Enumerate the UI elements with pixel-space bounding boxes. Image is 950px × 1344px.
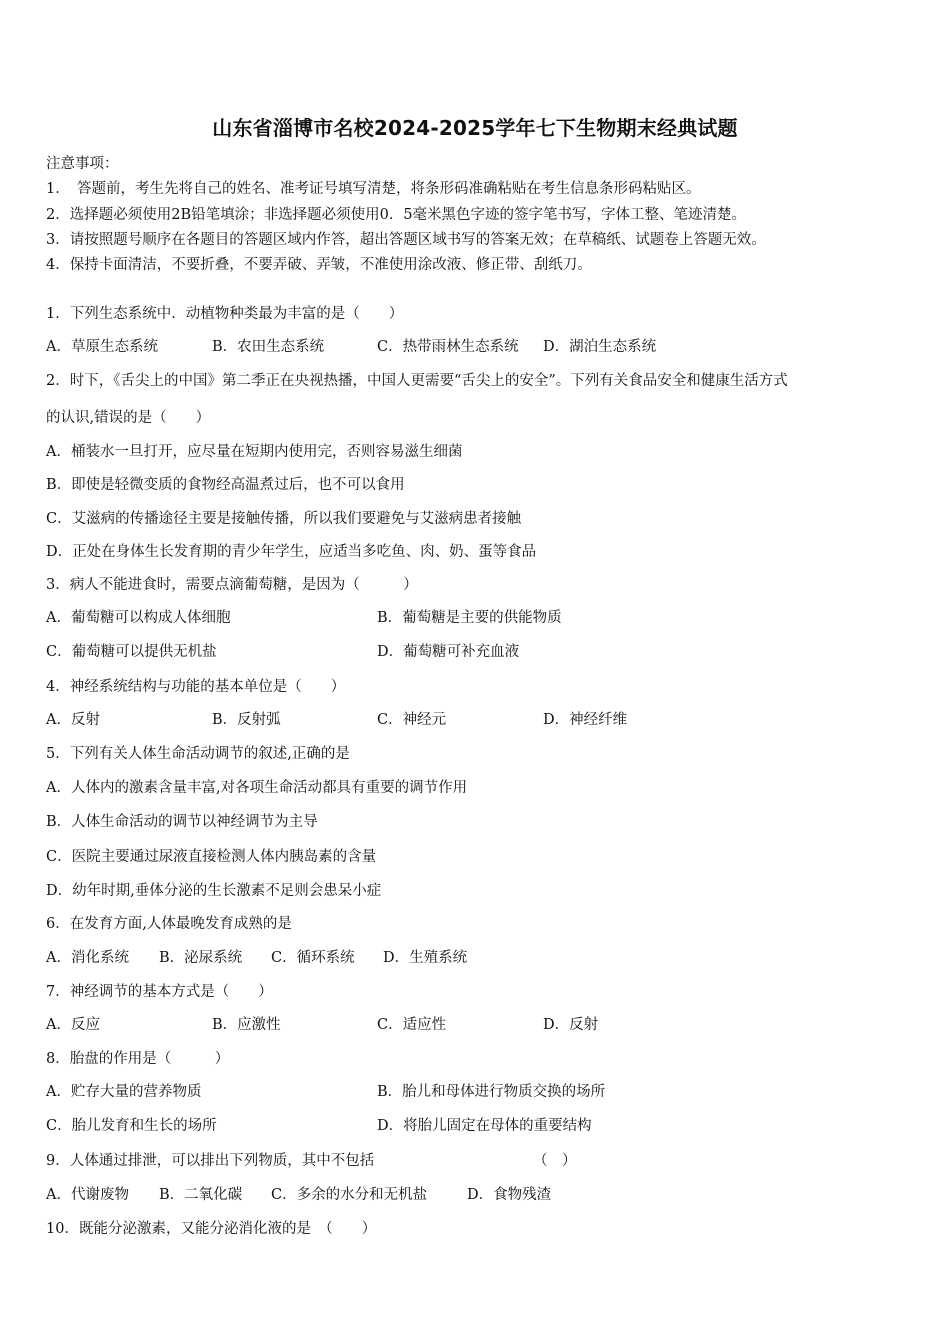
option-d: D．葡萄糖可补充血液 <box>377 644 520 660</box>
option-a: A．代谢废物 <box>46 1187 129 1203</box>
notice-item: 1． 答题前，考生先将自己的姓名、准考证号填写清楚，将条形码准确粘贴在考生信息条形码粘贴区。 <box>46 181 701 197</box>
notice-item: 3．请按照题号顺序在各题目的答题区域内作答，超出答题区域书写的答案无效；在草稿纸、试题卷上答题无效。 <box>46 232 766 248</box>
answer-parentheses: （ ） <box>533 1153 577 1169</box>
option-a: A．葡萄糖可以构成人体细胞 <box>46 610 231 626</box>
option-d: D．神经纤维 <box>543 712 628 728</box>
option-c: C．适应性 <box>377 1017 447 1033</box>
question-stem: 8．胎盘的作用是（ ） <box>46 1051 230 1067</box>
option-d: D．反射 <box>543 1017 599 1033</box>
question-stem: 5．下列有关人体生命活动调节的叙述,正确的是 <box>46 746 350 762</box>
notice-item: 4．保持卡面清洁，不要折叠，不要弄破、弄皱，不准使用涂改液、修正带、刮纸刀。 <box>46 257 592 273</box>
option-b: B．农田生态系统 <box>212 339 325 355</box>
option-b: B．泌尿系统 <box>159 950 243 966</box>
option-a: A．消化系统 <box>46 950 129 966</box>
option-d: D．正处在身体生长发育期的青少年学生，应适当多吃鱼、肉、奶、蛋等食品 <box>46 544 537 560</box>
option-d: D．食物残渣 <box>467 1187 552 1203</box>
option-a: A．人体内的激素含量丰富,对各项生命活动都具有重要的调节作用 <box>46 780 468 796</box>
option-c: C．神经元 <box>377 712 447 728</box>
option-a: A．反应 <box>46 1017 100 1033</box>
option-b: B．应激性 <box>212 1017 281 1033</box>
notice-item: 2．选择题必须使用2B铅笔填涂；非选择题必须使用0．5毫米黑色字迹的签字笔书写，字体工整、笔迹清楚。 <box>46 207 747 223</box>
option-b: B．人体生命活动的调节以神经调节为主导 <box>46 814 318 830</box>
question-stem: 3．病人不能进食时，需要点滴葡萄糖，是因为（ ） <box>46 577 418 593</box>
question-stem: 10．既能分泌激素，又能分泌消化液的是 （ ） <box>46 1221 377 1237</box>
option-d: D．将胎儿固定在母体的重要结构 <box>377 1118 592 1134</box>
option-b: B．胎儿和母体进行物质交换的场所 <box>377 1084 606 1100</box>
option-b: B．反射弧 <box>212 712 281 728</box>
notice-heading: 注意事项： <box>46 156 119 172</box>
option-d: D．幼年时期,垂体分泌的生长激素不足则会患呆小症 <box>46 883 382 899</box>
option-c: C．医院主要通过尿液直接检测人体内胰岛素的含量 <box>46 849 377 865</box>
option-b: B．葡萄糖是主要的供能物质 <box>377 610 562 626</box>
option-c: C．艾滋病的传播途径主要是接触传播，所以我们要避免与艾滋病患者接触 <box>46 511 522 527</box>
page-title: 山东省淄博市名校2024-2025学年七下生物期末经典试题 <box>212 116 738 140</box>
question-stem: 9．人体通过排泄，可以排出下列物质，其中不包括 <box>46 1153 375 1169</box>
question-stem: 1．下列生态系统中．动植物种类最为丰富的是（ ） <box>46 306 404 322</box>
option-b: B．即使是轻微变质的食物经高温煮过后，也不可以食用 <box>46 477 405 493</box>
question-stem-continued: 的认识,错误的是（ ） <box>46 410 211 426</box>
option-d: D．生殖系统 <box>383 950 468 966</box>
option-a: A．桶装水一旦打开，应尽量在短期内使用完，否则容易滋生细菌 <box>46 444 463 460</box>
option-a: A．反射 <box>46 712 100 728</box>
option-d: D．湖泊生态系统 <box>543 339 657 355</box>
option-c: C．多余的水分和无机盐 <box>271 1187 428 1203</box>
option-c: C．葡萄糖可以提供无机盐 <box>46 644 217 660</box>
option-a: A．草原生态系统 <box>46 339 158 355</box>
question-stem: 4．神经系统结构与功能的基本单位是（ ） <box>46 679 346 695</box>
question-stem: 2．时下，《舌尖上的中国》第二季正在央视热播，中国人更需要“舌尖上的安全”。下列有关食品安全和健康生活方式 <box>46 373 788 389</box>
option-a: A．贮存大量的营养物质 <box>46 1084 202 1100</box>
option-c: C．胎儿发育和生长的场所 <box>46 1118 217 1134</box>
option-b: B．二氧化碳 <box>159 1187 243 1203</box>
option-c: C．循环系统 <box>271 950 355 966</box>
question-stem: 7．神经调节的基本方式是（ ） <box>46 984 273 1000</box>
question-stem: 6．在发育方面,人体最晚发育成熟的是 <box>46 916 292 932</box>
option-c: C．热带雨林生态系统 <box>377 339 519 355</box>
